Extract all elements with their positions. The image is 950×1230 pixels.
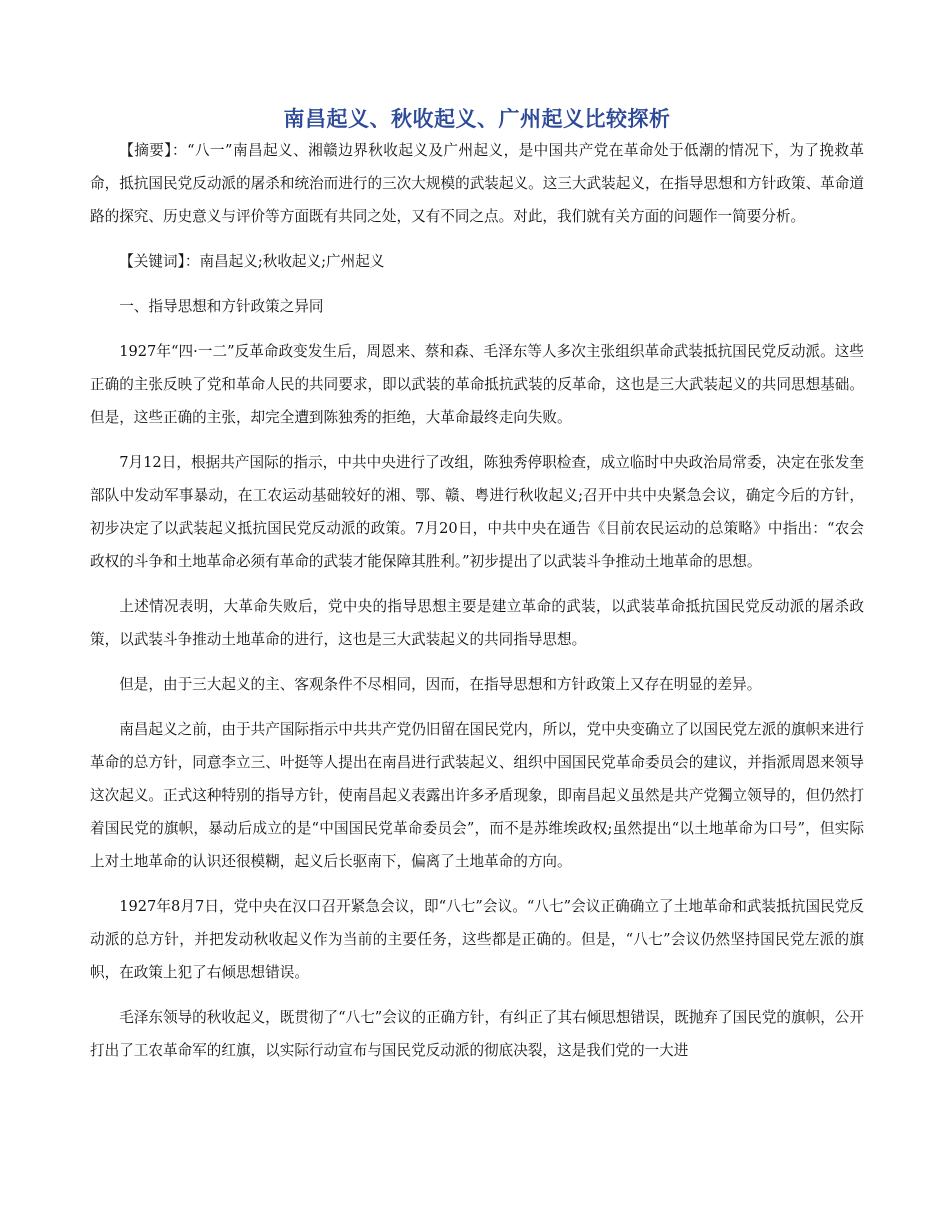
body-paragraph: 1927年8月7日，党中央在汉口召开紧急会议，即“八七”会议。“八七”会议正确确立了土地革命和武装抵抗国民党反动派的总方针，并把发动秋收起义作为当前的主要任务，这些都是正确的。但是，“八七”会议仍然坚持国民党左派的旗帜，在政策上犯了右倾思想错误。 <box>90 898 864 981</box>
body-paragraph: 1927年“四·一二”反革命政变发生后，周恩来、蔡和森、毛泽东等人多次主张组织革命武装抵抗国民党反动派。这些正确的主张反映了党和革命人民的共同要求，即以武装的革命抵抗武装的反革命，这也是三大武装起义的共同思想基础。但是，这些正确的主张，却完全遭到陈独秀的拒绝，大革命最终走向失败。 <box>90 343 864 426</box>
body-paragraph: 上述情况表明，大革命失败后，党中央的指导思想主要是建立革命的武装，以武装革命抵抗国民党反动派的屠杀政策，以武装斗争推动土地革命的进行，这也是三大武装起义的共同指导思想。 <box>90 598 864 648</box>
body-paragraph: 毛泽东领导的秋收起义，既贯彻了“八七”会议的正确方针，有纠正了其右倾思想错误，既抛弃了国民党的旗帜，公开打出了工农革命军的红旗，以实际行动宣布与国民党反动派的彻底决裂，这是我们党的一大进 <box>90 1009 864 1059</box>
section-heading: 一、指导思想和方针政策之异同 <box>119 298 324 315</box>
body-paragraph: 7月12日，根据共产国际的指示，中共中央进行了改组，陈独秀停职检查，成立临时中央政治局常委，决定在张发奎部队中发动军事暴动，在工农运动基础较好的湘、鄂、赣、粤进行秋收起义;召开中共中央紧急会议，确定今后的方针，初步决定了以武装起义抵抗国民党反动派的政策。7月20日，中共中央在通告《目前农民运动的总策略》中指出：“农会政权的斗争和土地革命必须有革命的武装才能保障其胜利。”初步提出了以武装斗争推动土地革命的思想。 <box>90 454 864 570</box>
body-paragraph: 南昌起义之前，由于共产国际指示中共共产党仍旧留在国民党内，所以，党中央变确立了以国民党左派的旗帜来进行革命的总方针，同意李立三、叶挺等人提出在南昌进行武装起义、组织中国国民党革命委员会的建议，并指派周恩来领导这次起义。正式这种特别的指导方针，使南昌起义表露出许多矛盾现象，即南昌起义虽然是共产党獨立领导的，但仍然打着国民党的旗帜，暴动后成立的是“中国国民党革命委员会”，而不是苏维埃政权;虽然提出“以土地革命为口号”，但实际上对土地革命的认识还很模糊，起义后长驱南下，偏离了土地革命的方向。 <box>90 721 864 870</box>
document-title: 南昌起义、秋收起义、广州起义比较探析 <box>283 107 671 131</box>
keywords-line: 【关键词】：南昌起义;秋收起义;广州起义 <box>119 253 385 270</box>
abstract-paragraph: 【摘要】：“八一”南昌起义、湘赣边界秋收起义及广州起义，是中国共产党在革命处于低潮的情况下，为了挽救革命，抵抗国民党反动派的屠杀和统治而进行的三次大规模的武装起义。这三大武装起义，在指导思想和方针政策、革命道路的探究、历史意义与评价等方面既有共同之处，又有不同之点。对此，我们就有关方面的问题作一简要分析。 <box>90 142 864 225</box>
body-paragraph: 但是，由于三大起义的主、客观条件不尽相同，因而，在指导思想和方针政策上又存在明显的差异。 <box>119 676 762 693</box>
